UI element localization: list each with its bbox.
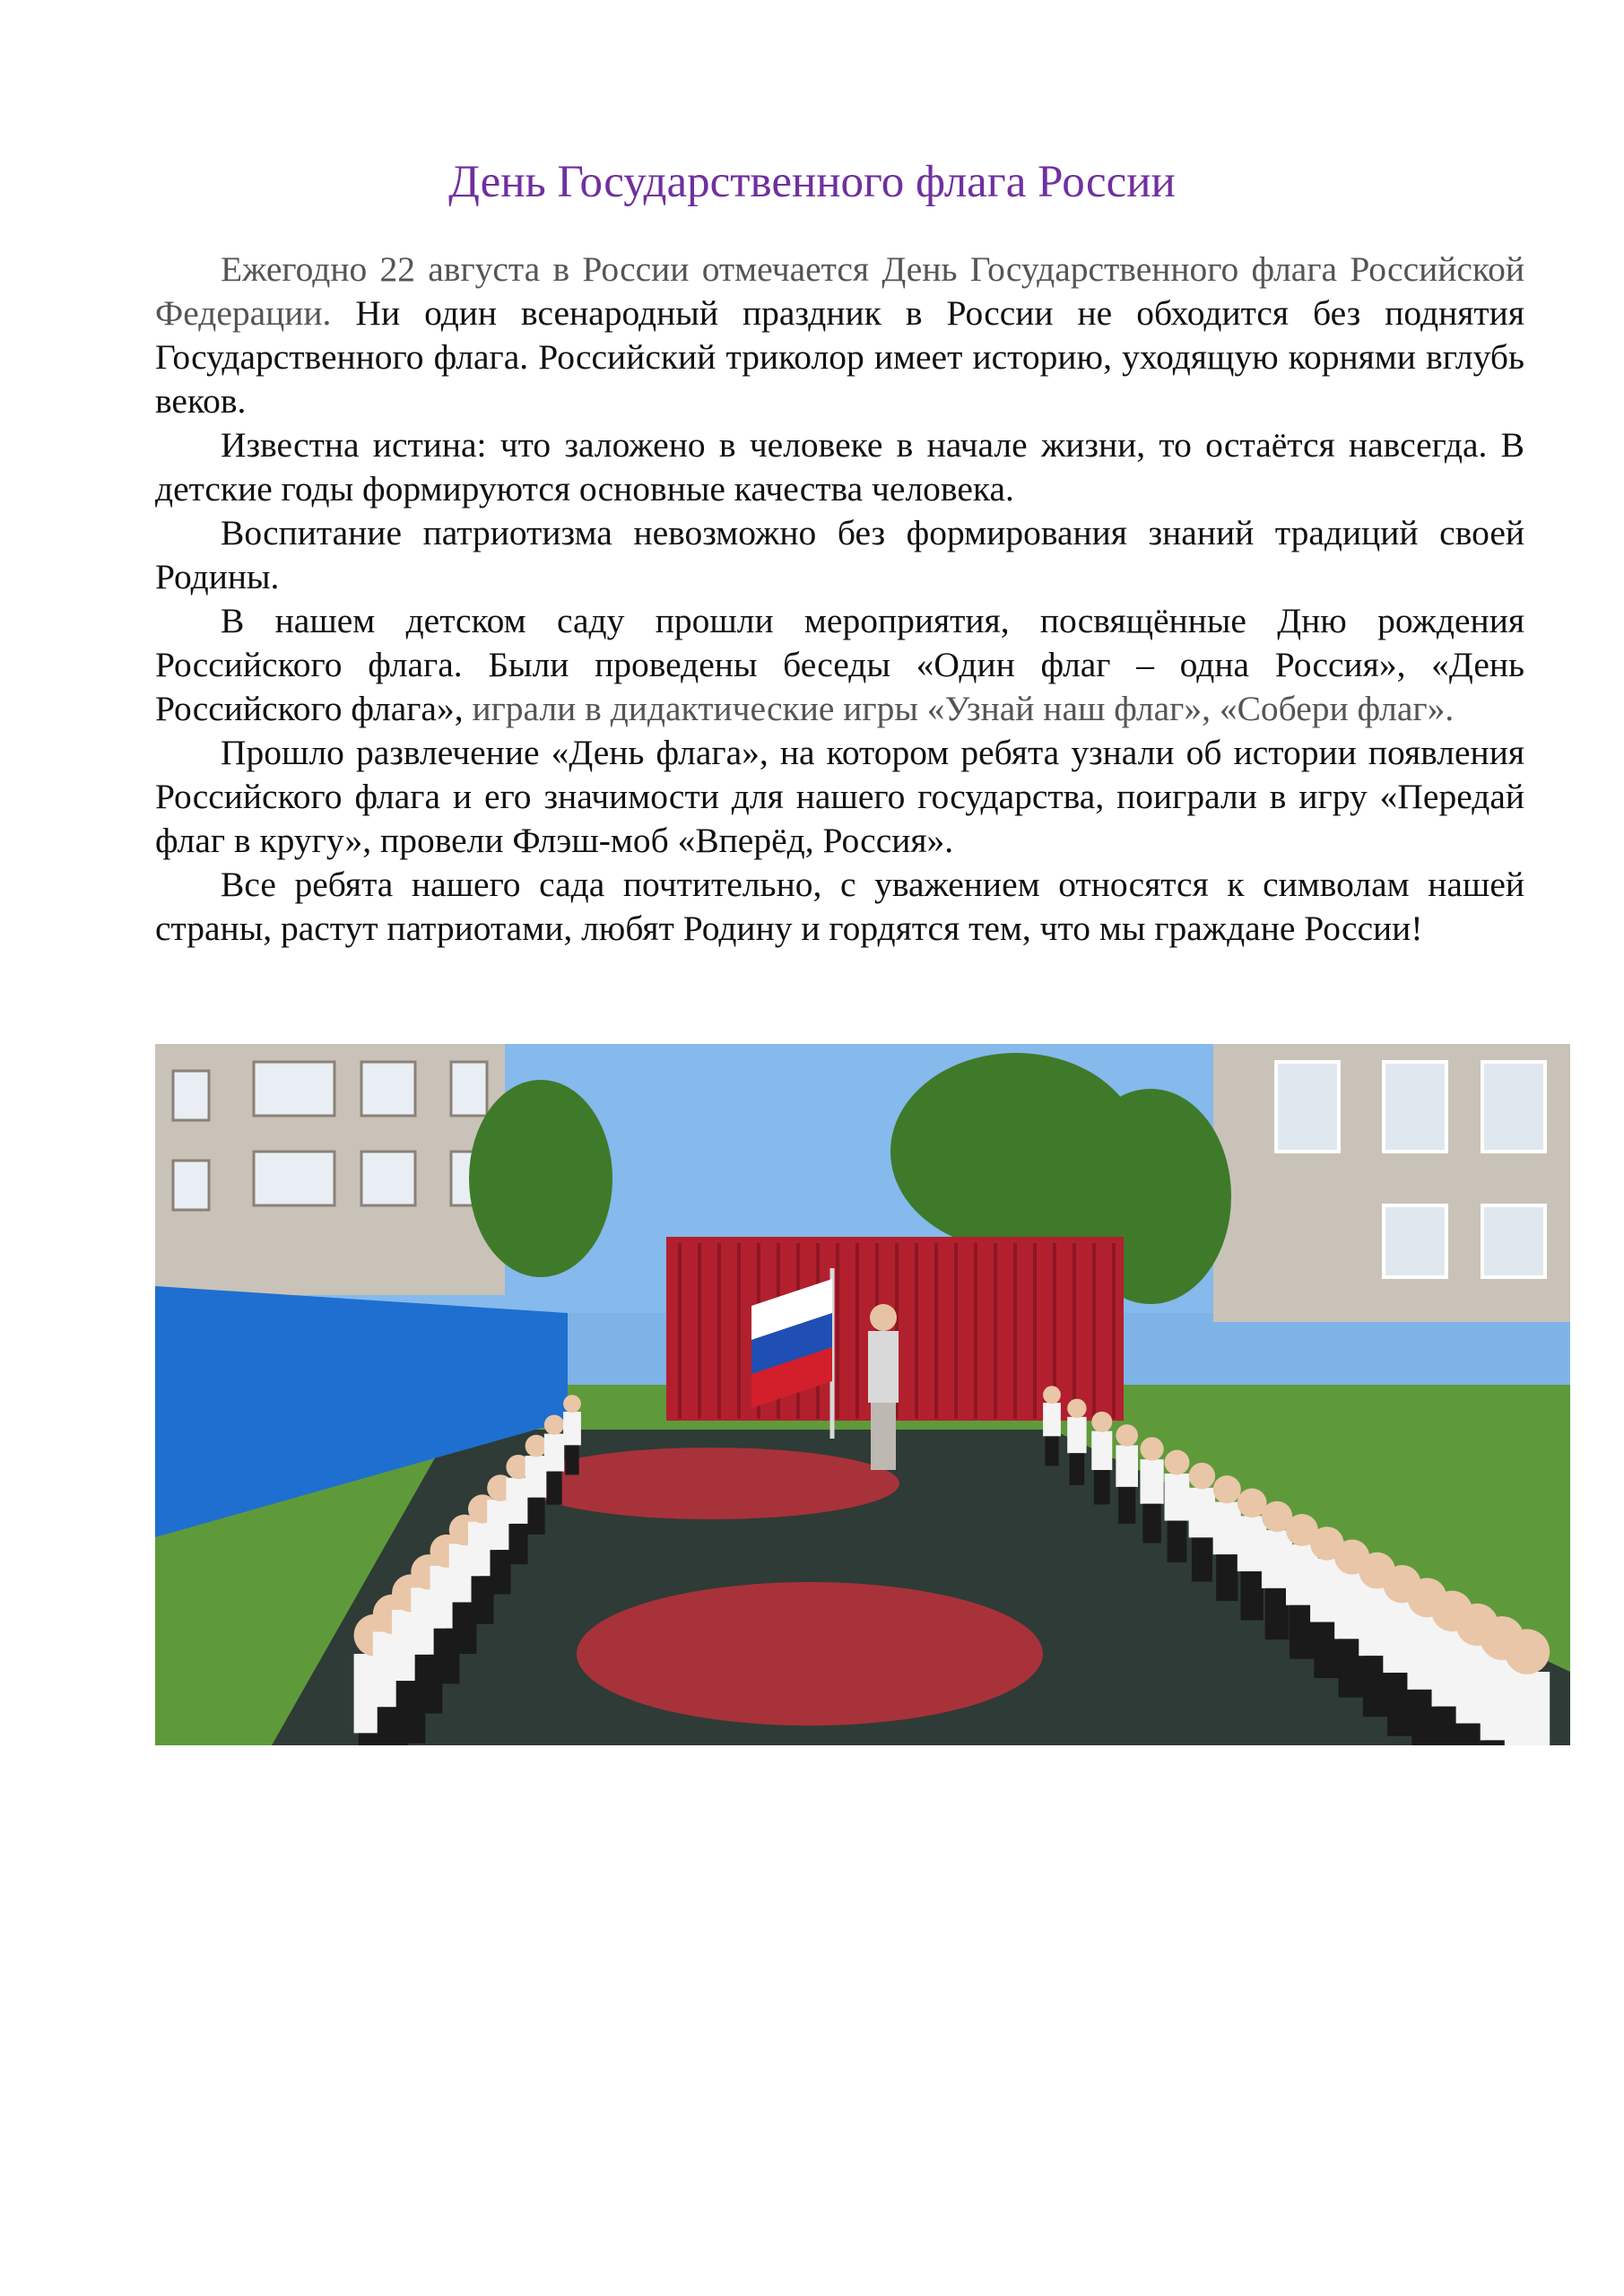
photo-child xyxy=(525,1435,548,1535)
photo-child xyxy=(1091,1412,1112,1505)
paragraph-1 xyxy=(155,248,1524,423)
photo-child xyxy=(1140,1437,1163,1543)
paragraph-6 xyxy=(155,863,1524,951)
paragraph-3-text: Воспитание патриотизма невозможно без формирования знаний традиций своей Родины. xyxy=(155,513,1524,596)
paragraph-4 xyxy=(155,599,1524,731)
photo-child xyxy=(1505,1629,1550,1745)
paragraph-2 xyxy=(155,423,1524,511)
paragraph-5-text: Прошло развлечение «День флага», на котором ребята узнали об истории появления Российского флага и его значимости для нашего государства, поиграли в игру «Передай флаг в кругу», провели Флэш-моб «Вперёд, Россия». xyxy=(155,733,1524,860)
photo-illustration xyxy=(155,1044,1570,1745)
paragraph-3 xyxy=(155,511,1524,599)
paragraph-6-text: Все ребята нашего сада почтительно, с уважением относятся к символам нашей страны, растут патриотами, любят Родину и гордятся тем, что мы граждане России! xyxy=(155,865,1524,948)
paragraph-4-text: В нашем детском саду прошли мероприятия, посвящённые Дню рождения Российского флага. Были проведены беседы «Один флаг – одна Россия», «День Российского флага», xyxy=(155,601,1524,728)
photo-child xyxy=(563,1395,581,1474)
photo-child xyxy=(544,1415,564,1505)
paragraph-5 xyxy=(155,731,1524,863)
photo-child xyxy=(1165,1450,1190,1562)
document-body xyxy=(155,248,1524,951)
photo-child xyxy=(1067,1399,1086,1485)
paragraph-1-lead: Ежегодно 22 августа в России отмечается День Государственного флага Российской Федерации. xyxy=(155,249,1524,333)
document-title: День Государственного флага России xyxy=(448,157,1176,207)
photo-child xyxy=(1213,1475,1241,1601)
photo-circle-far xyxy=(523,1448,899,1519)
paragraph-2-text: Известна истина: что заложено в человеке в начале жизни, то остаётся навсегда. В детские годы формируются основные качества человека. xyxy=(155,425,1524,509)
children-flag-ceremony-photo xyxy=(155,1044,1570,1745)
photo-child xyxy=(1116,1424,1138,1524)
paragraph-4-tail: играли в дидактические игры «Узнай наш флаг», «Собери флаг». xyxy=(463,689,1455,728)
photo-child xyxy=(1189,1463,1215,1582)
photo-child xyxy=(1043,1386,1061,1465)
paragraph-1-text: Ни один всенародный праздник в России не обходится без поднятия Государственного флага. Российский триколор имеет историю, уходящую корнями вглубь веков. xyxy=(155,293,1524,421)
photo-circle-near xyxy=(577,1582,1043,1726)
